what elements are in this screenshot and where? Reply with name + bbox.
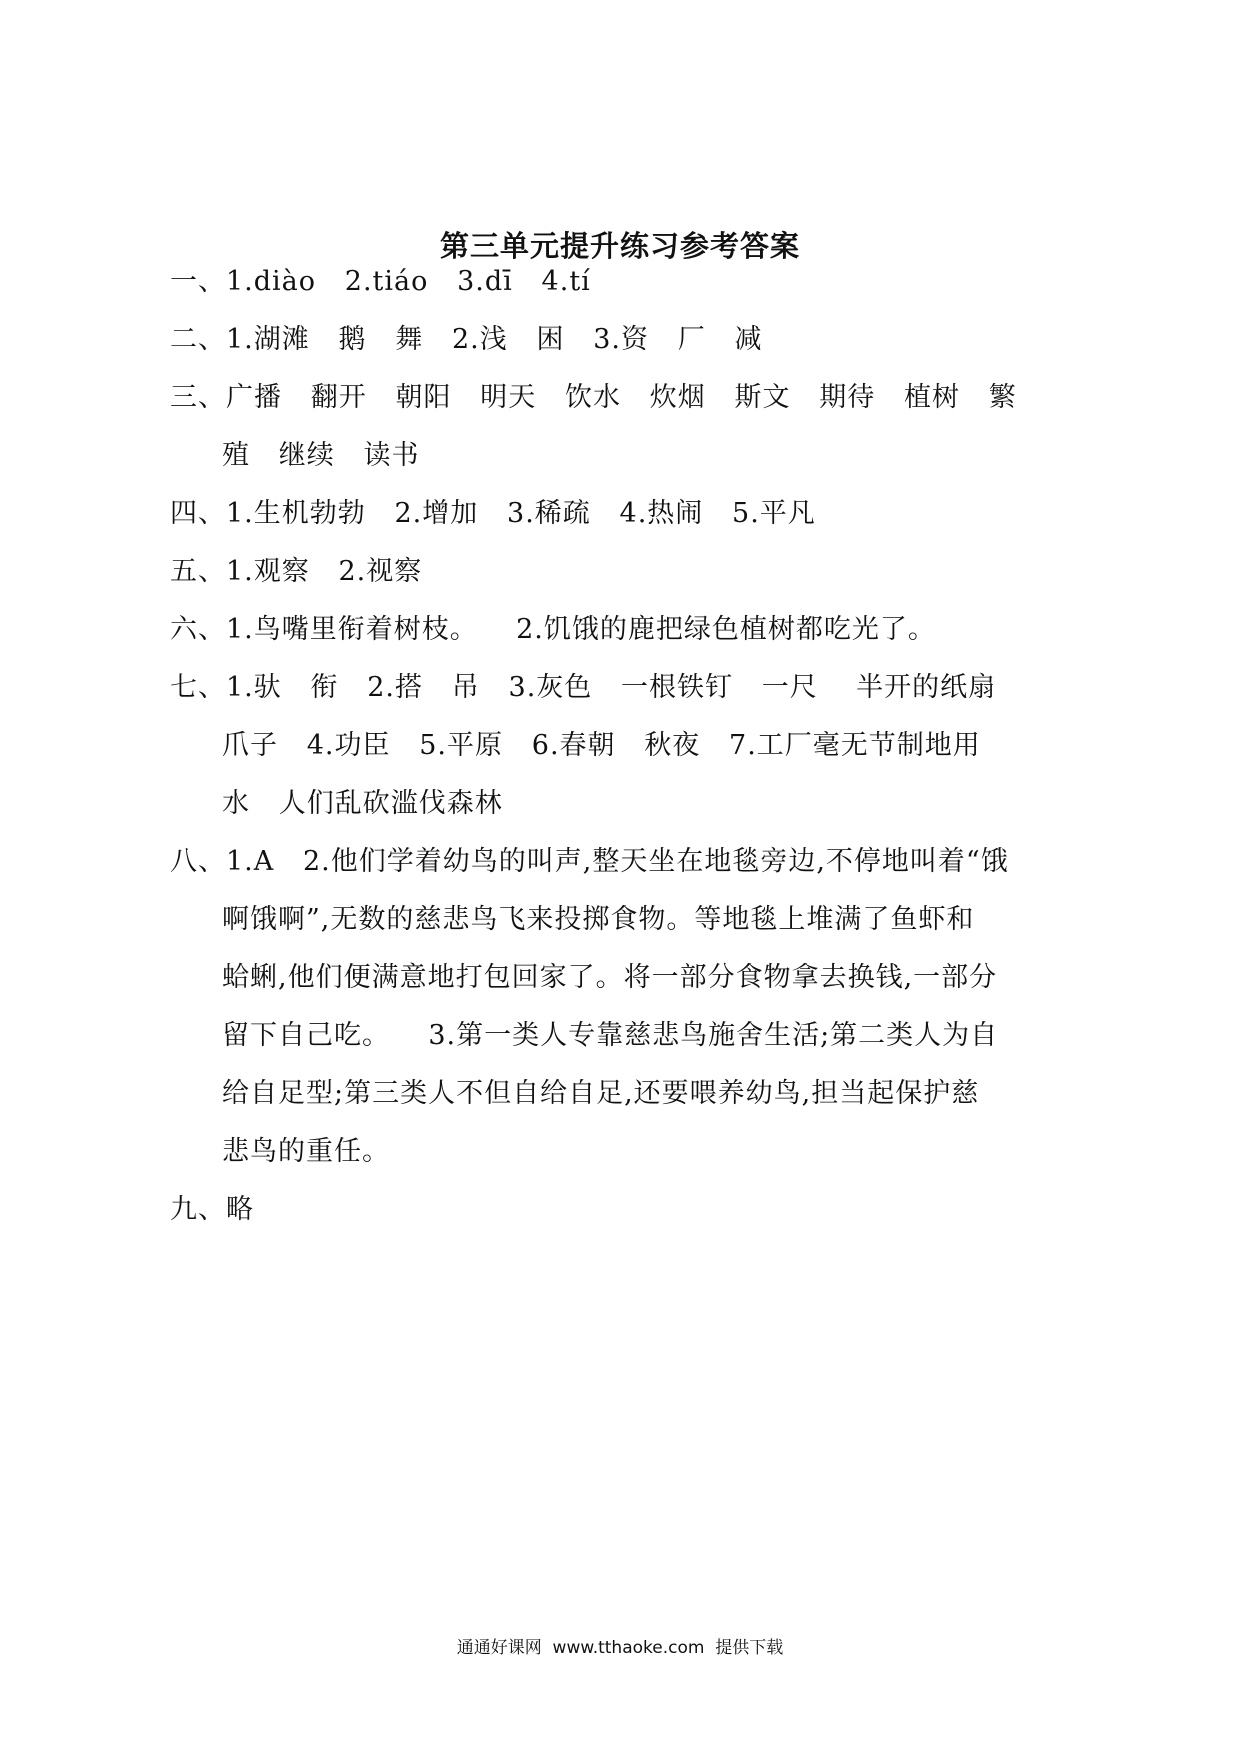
answer-line: 五、1.观察 2.视察 [170, 556, 423, 587]
answer-line-continued: 蛤蜊,他们便满意地打包回家了。将一部分食物拿去换钱,一部分 [222, 962, 998, 993]
answer-line-continued: 啊饿啊”,无数的慈悲鸟飞来投掷食物。等地毯上堆满了鱼虾和 [222, 904, 975, 935]
page-title: 第三单元提升练习参考答案 [439, 229, 800, 263]
answer-line: 七、1.驮 衔 2.搭 吊 3.灰色 一根铁钉 一尺 半开的纸扇 [170, 672, 997, 703]
answer-line: 四、1.生机勃勃 2.增加 3.稀疏 4.热闹 5.平凡 [170, 498, 816, 529]
answer-line-continued: 悲鸟的重任。 [222, 1136, 390, 1167]
answer-line: 八、1.A 2.他们学着幼鸟的叫声,整天坐在地毯旁边,不停地叫着“饿 [170, 846, 1009, 877]
answer-line-continued: 给自足型;第三类人不但自给自足,还要喂养幼鸟,担当起保护慈 [222, 1078, 980, 1109]
answer-line-continued: 水 人们乱砍滥伐森林 [222, 788, 503, 819]
answer-line: 六、1.鸟嘴里衔着树枝。 2.饥饿的鹿把绿色植树都吃光了。 [170, 614, 936, 645]
download-footer: 通通好课网 www.tthaoke.com 提供下载 [456, 1638, 784, 1658]
answer-line: 九、略 [170, 1194, 254, 1225]
answer-line: 一、1.diào 2.tiáo 3.dī 4.tí [170, 266, 591, 297]
answer-line-continued: 爪子 4.功臣 5.平原 6.春朝 秋夜 7.工厂毫无节制地用 [222, 730, 981, 761]
answer-line: 三、广播 翻开 朝阳 明天 饮水 炊烟 斯文 期待 植树 繁 [170, 382, 1017, 413]
answer-line-continued: 留下自己吃。 3.第一类人专靠慈悲鸟施舍生活;第二类人为自 [222, 1020, 999, 1051]
answer-line: 二、1.湖滩 鹅 舞 2.浅 困 3.资 厂 减 [170, 324, 763, 355]
answer-line-continued: 殖 继续 读书 [222, 440, 420, 471]
